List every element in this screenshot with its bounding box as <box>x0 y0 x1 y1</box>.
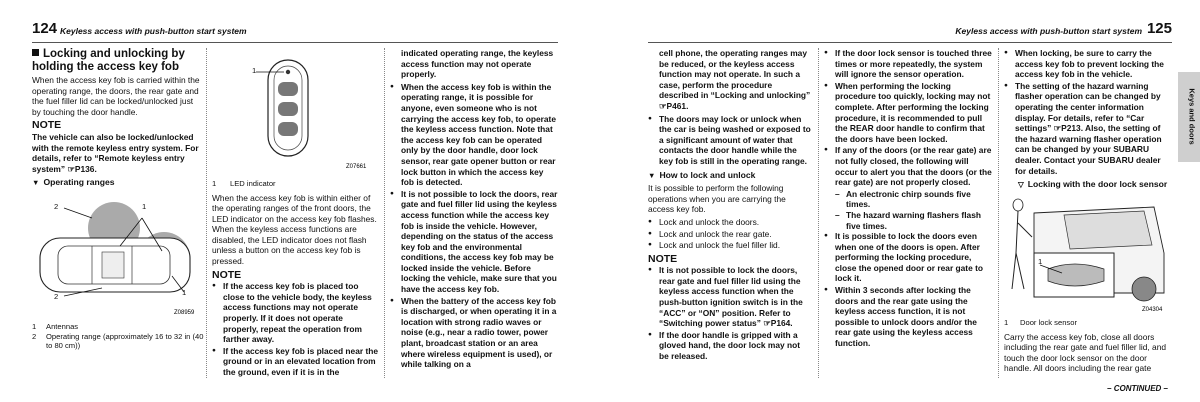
note2-heading: NOTE <box>212 268 242 281</box>
bullet-item: ● When locking, be sure to carry the access key fob to prevent locking the access key fob in the vehicle. <box>1004 48 1170 80</box>
caption-text: Door lock sensor <box>1020 318 1077 327</box>
figure3-label: 1 <box>1038 257 1043 266</box>
note-heading: NOTE <box>32 119 62 132</box>
right-separator-2 <box>998 48 999 378</box>
left-column-1 <box>32 48 202 191</box>
right-column-2 <box>824 48 992 350</box>
list-item: ● Lock and unlock the rear gate. <box>648 229 812 240</box>
right-note-bullets <box>648 265 812 361</box>
how-to-lock-list <box>648 217 812 251</box>
right-column-3 <box>1004 48 1170 193</box>
caption-num: 1 <box>32 322 37 331</box>
continued-label: – CONTINUED – <box>1107 384 1168 393</box>
continuation-text: cell phone, the operating ranges may be reduced, or the keyless access function may not operate. In such a case, perform the procedure described in “Locking and unlocking” ☞P461. <box>659 48 811 111</box>
right-note-heading: NOTE <box>648 252 678 265</box>
figure1-label-2a: 2 <box>54 202 59 211</box>
right-col3-bullets <box>1004 48 1170 176</box>
figure1-label-1b: 1 <box>182 288 187 297</box>
left-separator-1 <box>206 48 207 378</box>
bullet-item: ● It is not possible to lock the doors, rear gate and fuel filler lid using the keyless access function while the access key fob is inside the vehicle. However, depending on the status of the access key fob and the environmental conditions, the access key fob may be locked inside the vehicle. Before locking the vehicle, make sure that you have the access key fob. <box>390 189 558 295</box>
left-page-header <box>32 14 558 43</box>
section-square-icon <box>32 49 39 56</box>
right-col2-bullets-b <box>824 231 992 349</box>
note-text: The vehicle can also be locked/unlocked with the remote keyless entry system. For details, refer to “Remote keyless entry system” ☞P136. <box>32 131 199 174</box>
left-page-number: 124 <box>32 20 58 37</box>
figure3-caption <box>1004 318 1170 328</box>
figure1-code: Z08959 <box>174 310 195 314</box>
caption-text: Antennas <box>46 322 79 331</box>
caption-text: Operating range (approximately 16 to 32 in (40 to 80 cm)) <box>46 331 204 350</box>
triangle-outline-icon: ▽ <box>1018 180 1024 190</box>
left-column-3 <box>390 48 558 371</box>
caption-num: 2 <box>32 331 37 341</box>
door-sensor-drawing <box>1004 193 1170 313</box>
caption-num: 1 <box>212 179 217 188</box>
bullet-item: ● If the access key fob is placed near the ground or in an elevated location from the ground, even if it is in the <box>212 346 378 378</box>
left-column-2 <box>212 179 378 379</box>
dash-item: – An electronic chirp sounds five times. <box>824 189 992 210</box>
led-paragraph: When the access key fob is within either of the operating ranges of the front doors, the LED indicator on the access key fob flashes. When the keyless access functions are disabled, the LED indicator does not flash unless a button on the access key fob is pressed. <box>212 192 377 267</box>
bullet-item: ● Within 3 seconds after locking the doors and the rear gate using the keyless access function, it is not possible to unlock doors and/or the rear gate using the keyless access function. <box>824 285 992 349</box>
how-to-lock-intro: It is possible to perform the following operations when you are carrying the access key fob. <box>648 183 786 215</box>
triangle-down-icon: ▼ <box>648 170 656 180</box>
operating-range-figure <box>32 196 202 314</box>
bullet-item: ● If the door handle is gripped with a gloved hand, the door lock may not be released. <box>648 330 812 362</box>
bullet-item: ● If the access key fob is placed too close to the vehicle body, the keyless access functions may not operate properly. If it does not operate properly, repeat the operation from farther away. <box>212 281 378 345</box>
key-fob-figure <box>212 52 378 172</box>
note2-bullets <box>212 281 378 377</box>
figure1-label-2b: 2 <box>54 292 59 301</box>
side-tab-label: Keys and doors <box>1187 88 1197 145</box>
figure1-captions <box>32 322 204 351</box>
how-to-lock-heading: ▼ How to lock and unlock <box>648 169 756 180</box>
door-sensor-figure <box>1004 193 1170 313</box>
figure3-code: Z04304 <box>1142 307 1163 313</box>
figure2-code: Z07661 <box>346 164 367 170</box>
section-title: Locking and unlocking by holding the access key fob <box>32 48 185 73</box>
left-col3-bullets <box>390 82 558 370</box>
bullet-item: ● It is not possible to lock the doors, rear gate and fuel filler lid using the keyless access function when the push-button ignition switch is in the “ACC” or “ON” position. Refer to “Switching power status” ☞P164. <box>648 265 812 329</box>
right-running-title: Keyless access with push-button start system <box>955 26 1142 36</box>
bullet-item: ● The setting of the hazard warning flasher operation can be changed by operating the center information display. For details, refer to “Car settings” ☞P213. Also, the setting of the hazard warning flasher operation can be changed by your SUBARU dealer. Contact your SUBARU dealer for details. <box>1004 81 1170 176</box>
bullet-item: ● If the door lock sensor is touched three times or more repeatedly, the system will ignore the sensor operation. <box>824 48 992 80</box>
left-running-title: Keyless access with push-button start system <box>60 26 247 36</box>
list-item: ● Lock and unlock the fuel filler lid. <box>648 240 812 251</box>
door-sensor-text: Carry the access key fob, close all doors including the rear gate and fuel filler lid, and touch the door lock sensor on the door handle. All doors including the rear gate <box>1004 331 1167 374</box>
door-sensor-heading: ▽ Locking with the door lock sensor <box>1018 179 1168 190</box>
figure1-label-1a: 1 <box>142 202 147 211</box>
bullet-item: ● When performing the locking procedure too quickly, locking may not complete. After performing the locking procedure, it is recommended to pull the REAR door handle to confirm that the doors have been locked. <box>824 81 992 145</box>
right-page-header <box>648 14 1172 43</box>
right-col2-bullets-a <box>824 48 992 188</box>
caption-num: 1 <box>1004 318 1009 327</box>
left-separator-2 <box>384 48 385 378</box>
key-fob-drawing <box>212 52 378 172</box>
bullet-item: ● When the battery of the access key fob is discharged, or when operating it in a location with strong radio waves or noise (e.g., near a radio tower, power plant, broadcast station or an area where wireless equipment is used), or while talking on a <box>390 296 558 370</box>
section-intro: When the access key fob is carried within the operating range, the doors, the rear gate and the fuel filler lid can be locked/unlocked just by touching the door handle. <box>32 75 200 117</box>
right-page-number: 125 <box>1146 20 1172 37</box>
right-separator-1 <box>818 48 819 378</box>
bullet-item: ● It is possible to lock the doors even when one of the doors is open. After performing the locking procedure, close the opened door or rear gate to lock it. <box>824 231 992 284</box>
bullet-item: ● When the access key fob is within the operating range, it is possible for anyone, even someone who is not carrying the access key fob, to operate the keyless access function. Note that the access key fob can be operated only by the door handle, door lock sensor, rear gate opener button or rear lock button in which the access key fob is detected. <box>390 82 558 188</box>
right-column-1 <box>648 48 812 363</box>
operating-ranges-heading: ▼ Operating ranges <box>32 177 115 188</box>
bullet-item: ● If any of the doors (or the rear gate) are not fully closed, the following will occur to alert you that the doors (or the rear gate) are not properly closed. <box>824 145 992 187</box>
caption-text: LED indicator <box>230 179 276 188</box>
figure2-label: 1 <box>252 66 257 75</box>
figure2-caption <box>212 179 378 189</box>
right-column-3-bottom <box>1004 318 1170 376</box>
bullet-item: ● The doors may lock or unlock when the car is being washed or exposed to a significant amount of water that contacts the door handle while the key fob is still in the operating range. <box>648 114 812 167</box>
dash-item: – The hazard warning flashers flash five times. <box>824 210 992 231</box>
list-item: ● Lock and unlock the doors. <box>648 217 812 228</box>
triangle-down-icon: ▼ <box>32 178 40 188</box>
right-col1-bullets <box>648 114 812 167</box>
continuation-text: indicated operating range, the keyless access function may not operate properly. <box>401 48 554 80</box>
